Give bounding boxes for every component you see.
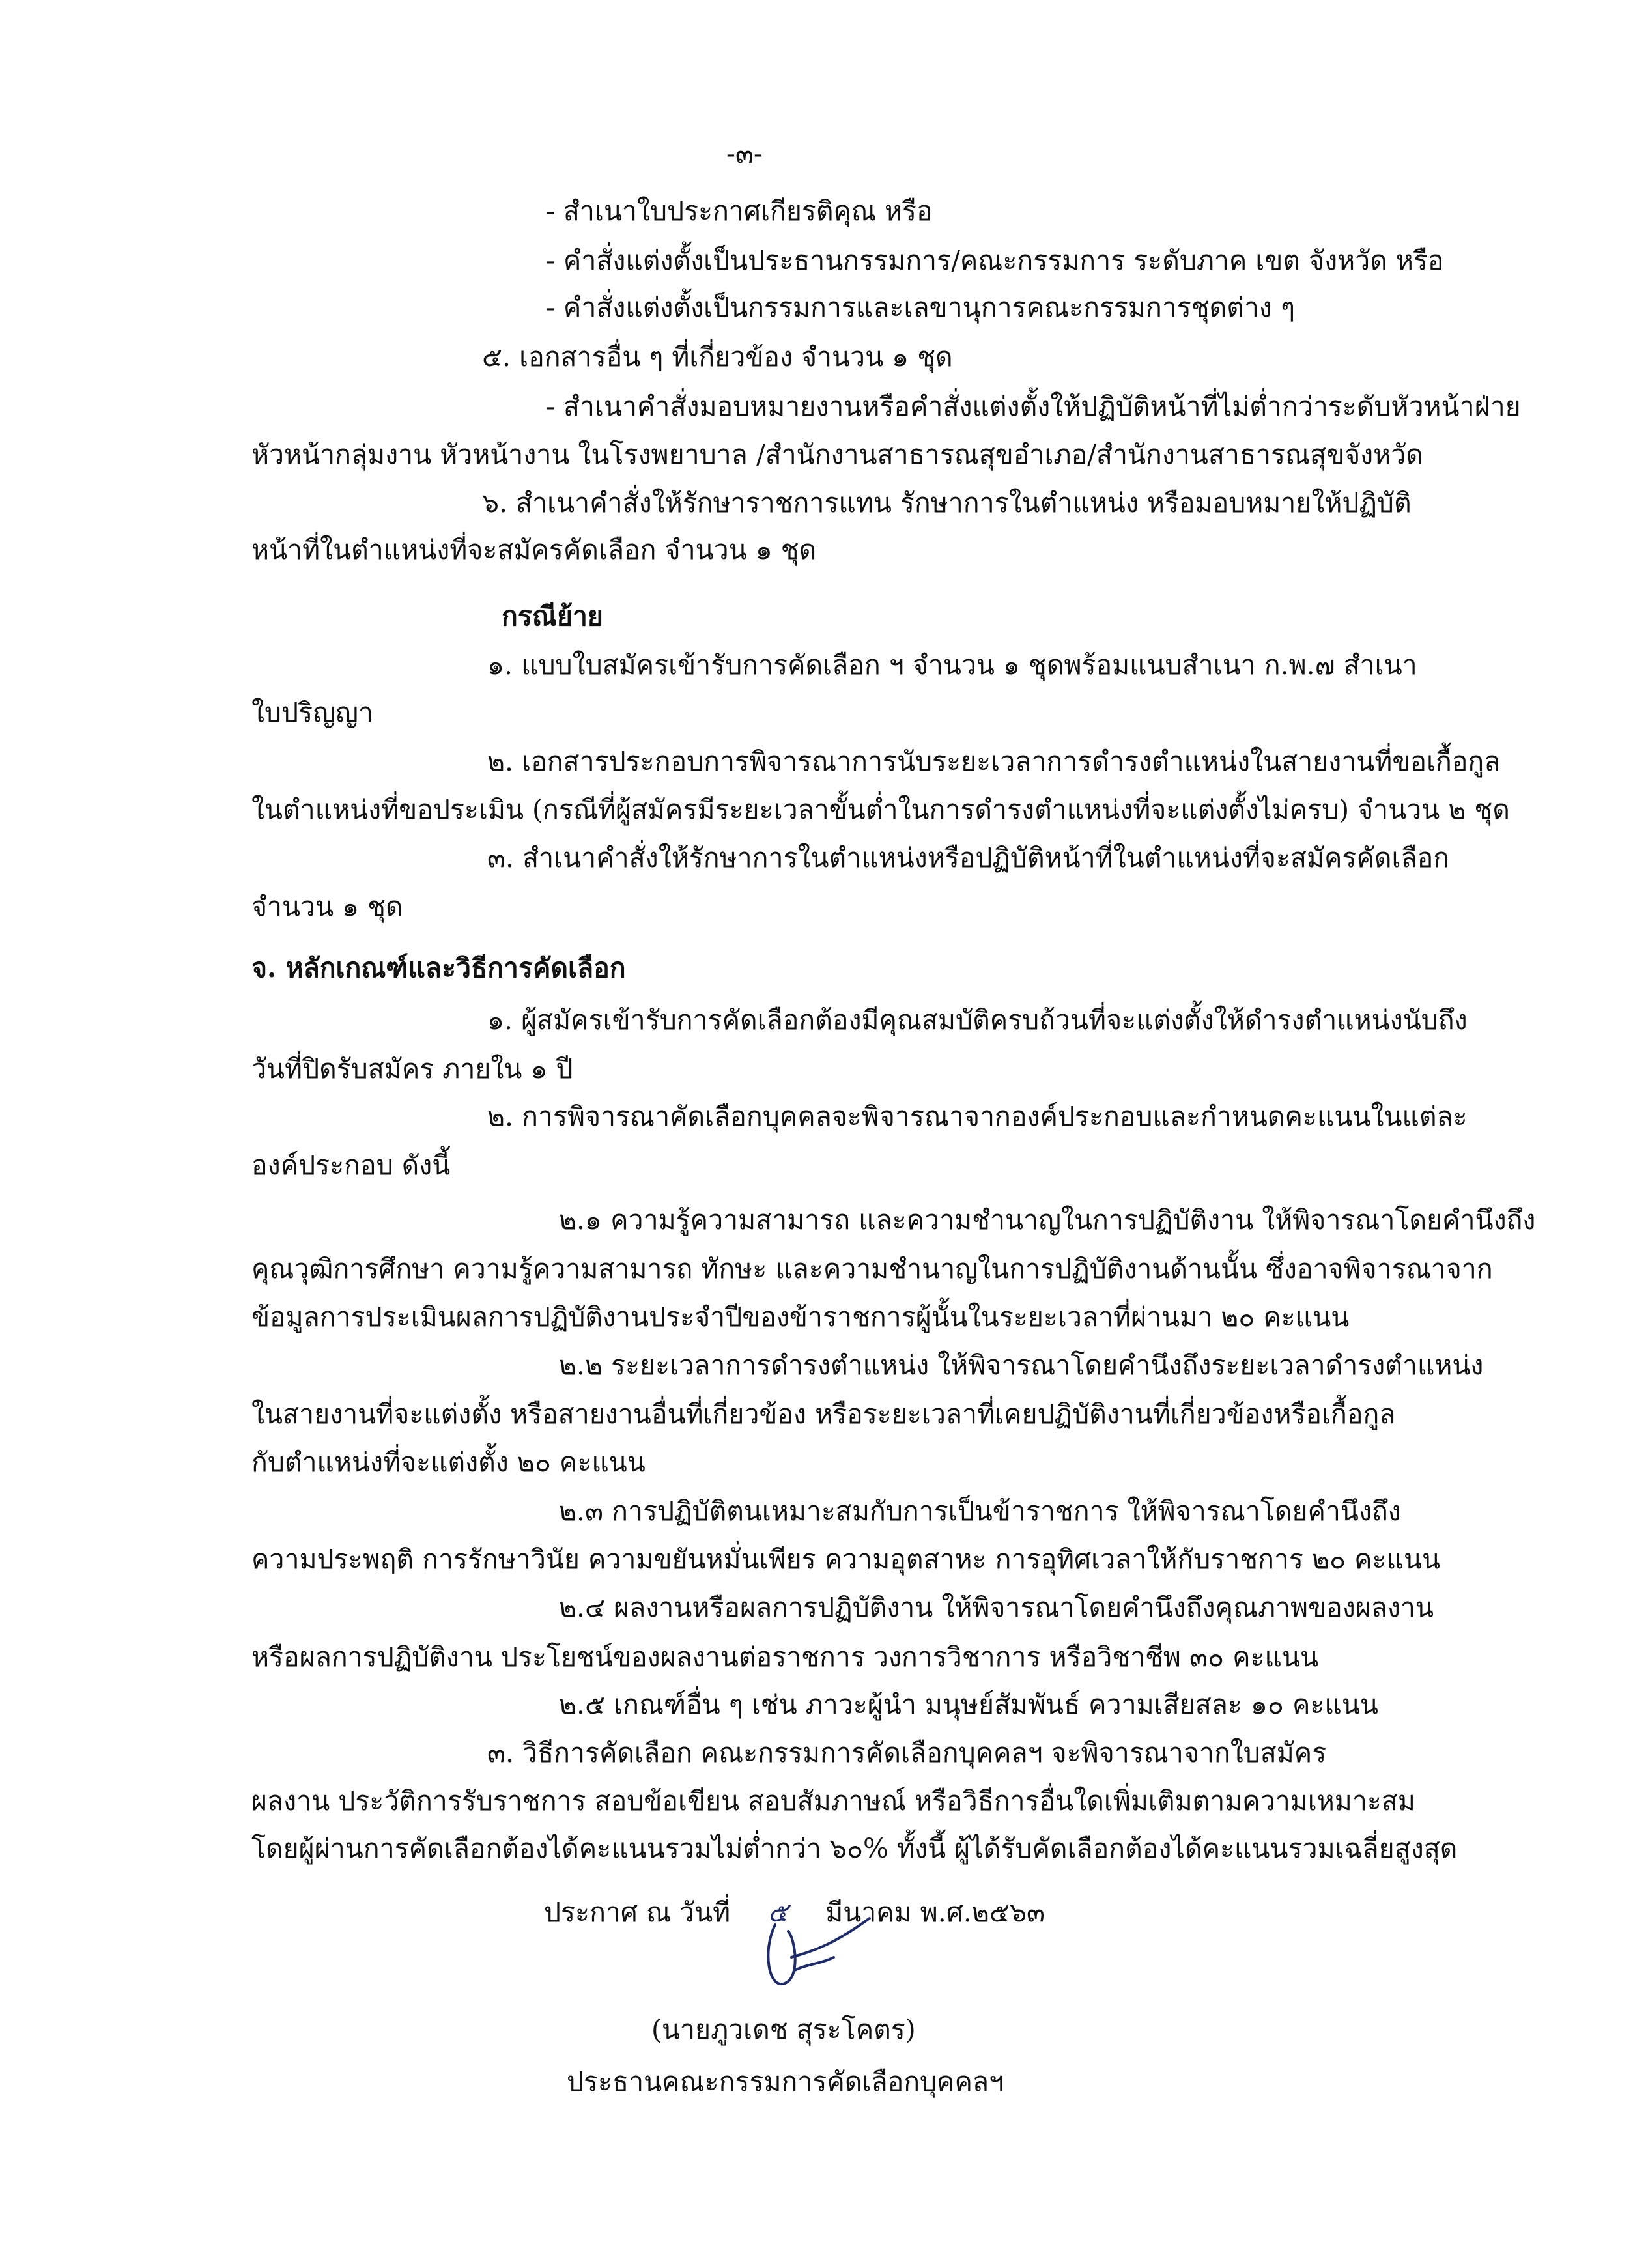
criteria-item-2-3: ๒.๓ การปฏิบัติตนเหมาะสมกับการเป็นข้าราชการ ให้พิจารณาโดยคำนึงถึง <box>559 1495 1401 1527</box>
item-6-acting-order: ๖. สำเนาคำสั่งให้รักษาราชการแทน รักษาการในตำแหน่ง หรือมอบหมายให้ปฏิบัติ <box>482 487 1412 518</box>
paragraph-continuation: ข้อมูลการประเมินผลการปฏิบัติงานประจำปีของข้าราชการผู้นั้นในระยะเวลาที่ผ่านมา ๒๐ คะแนน <box>251 1301 1350 1333</box>
criteria-item-2-1: ๒.๑ ความรู้ความสามารถ และความชำนาญในการปฏิบัติงาน ให้พิจารณาโดยคำนึงถึง <box>559 1204 1536 1236</box>
paragraph-continuation: โดยผู้ผ่านการคัดเลือกต้องได้คะแนนรวมไม่ต่ำกว่า ๖๐% ทั้งนี้ ผู้ได้รับคัดเลือกต้องได้คะแนนรวมเฉลี่ยสูงสุด <box>251 1833 1458 1864</box>
criteria-item-2-5: ๒.๕ เกณฑ์อื่น ๆ เช่น ภาวะผู้นำ มนุษย์สัมพันธ์ ความเสียสละ ๑๐ คะแนน <box>559 1689 1378 1720</box>
page-number: -๓- <box>726 138 763 169</box>
criteria-item-1: ๑. ผู้สมัครเข้ารับการคัดเลือกต้องมีคุณสมบัติครบถ้วนที่จะแต่งตั้งให้ดำรงตำแหน่งนับถึง <box>487 1004 1468 1036</box>
handwritten-signature <box>756 1912 886 2009</box>
paragraph-continuation: ในสายงานที่จะแต่งตั้ง หรือสายงานอื่นที่เกี่ยวข้อง หรือระยะเวลาที่เคยปฏิบัติงานที่เกี่ยวข้องหรือเกื้อกูล <box>251 1398 1396 1430</box>
paragraph-continuation: หัวหน้ากลุ่มงาน หัวหน้างาน ในโรงพยาบาล /สำนักงานสาธารณสุขอำเภอ/สำนักงานสาธารณสุขจังหวัด <box>251 439 1423 470</box>
transfer-item-2: ๒. เอกสารประกอบการพิจารณาการนับระยะเวลาการดำรงตำแหน่งในสายงานที่ขอเกื้อกูล <box>487 746 1501 777</box>
criteria-item-3: ๓. วิธีการคัดเลือก คณะกรรมการคัดเลือกบุคคลฯ จะพิจารณาจากใบสมัคร <box>487 1737 1327 1768</box>
bullet-line-certificate: - สำเนาใบประกาศเกียรติคุณ หรือ <box>546 195 933 227</box>
transfer-item-3: ๓. สำเนาคำสั่งให้รักษาการในตำแหน่งหรือปฏิบัติหน้าที่ในตำแหน่งที่จะสมัครคัดเลือก <box>487 842 1450 873</box>
paragraph-continuation: หน้าที่ในตำแหน่งที่จะสมัครคัดเลือก จำนวน ๑ ชุด <box>251 534 817 565</box>
paragraph-continuation: จำนวน ๑ ชุด <box>251 891 403 922</box>
paragraph-continuation: หรือผลการปฏิบัติงาน ประโยชน์ของผลงานต่อราชการ วงการวิชาการ หรือวิชาชีพ ๓๐ คะแนน <box>251 1641 1318 1673</box>
bullet-line-chair-order: - คำสั่งแต่งตั้งเป็นประธานกรรมการ/คณะกรรมการ ระดับภาค เขต จังหวัด หรือ <box>546 245 1444 276</box>
section-heading-transfer: กรณีย้าย <box>502 601 603 632</box>
paragraph-continuation: คุณวุฒิการศึกษา ความรู้ความสามารถ ทักษะ และความชำนาญในการปฏิบัติงานด้านนั้น ซึ่งอาจพิจารณาจาก <box>251 1253 1493 1284</box>
paragraph-continuation: ในตำแหน่งที่ขอประเมิน (กรณีที่ผู้สมัครมีระยะเวลาขั้นต่ำในการดำรงตำแหน่งที่จะแต่งตั้งไม่ครบ) จำนวน ๒ ชุด <box>251 794 1510 825</box>
signer-title: ประธานคณะกรรมการคัดเลือกบุคคลฯ <box>567 2066 1004 2097</box>
signer-name: (นายภูวเดช สุระโคตร) <box>651 2014 916 2045</box>
paragraph-continuation: องค์ประกอบ ดังนี้ <box>251 1150 451 1181</box>
section-heading-criteria: จ. หลักเกณฑ์และวิธีการคัดเลือก <box>251 952 626 984</box>
criteria-item-2: ๒. การพิจารณาคัดเลือกบุคคลจะพิจารณาจากองค์ประกอบและกำหนดคะแนนในแต่ละ <box>487 1101 1468 1132</box>
transfer-item-1: ๑. แบบใบสมัครเข้ารับการคัดเลือก ฯ จำนวน ๑ ชุดพร้อมแนบสำเนา ก.พ.๗ สำเนา <box>487 649 1417 681</box>
announcement-prefix: ประกาศ ณ วันที่ <box>544 1897 731 1928</box>
criteria-item-2-2: ๒.๒ ระยะเวลาการดำรงตำแหน่ง ให้พิจารณาโดยคำนึงถึงระยะเวลาดำรงตำแหน่ง <box>559 1350 1484 1381</box>
bullet-line-assignment-order: - สำเนาคำสั่งมอบหมายงานหรือคำสั่งแต่งตั้งให้ปฏิบัติหน้าที่ไม่ต่ำกว่าระดับหัวหน้าฝ่าย <box>546 391 1521 422</box>
paragraph-continuation: กับตำแหน่งที่จะแต่งตั้ง ๒๐ คะแนน <box>251 1447 646 1478</box>
announcement-day: ๕ <box>767 1897 788 1928</box>
criteria-item-2-4: ๒.๔ ผลงานหรือผลการปฏิบัติงาน ให้พิจารณาโดยคำนึงถึงคุณภาพของผลงาน <box>559 1592 1434 1623</box>
paragraph-continuation: ใบปริญญา <box>251 697 373 728</box>
item-5-other-documents: ๕. เอกสารอื่น ๆ ที่เกี่ยวข้อง จำนวน ๑ ชุด <box>482 341 953 373</box>
paragraph-continuation: ความประพฤติ การรักษาวินัย ความขยันหมั่นเพียร ความอุตสาหะ การอุทิศเวลาให้กับราชการ ๒๐ คะแนน <box>251 1544 1441 1575</box>
paragraph-continuation: วันที่ปิดรับสมัคร ภายใน ๑ ปี <box>251 1053 573 1084</box>
paragraph-continuation: ผลงาน ประวัติการรับราชการ สอบข้อเขียน สอบสัมภาษณ์ หรือวิธีการอื่นใดเพิ่มเติมตามความเหมาะสม <box>251 1785 1415 1817</box>
announcement-month-year: มีนาคม พ.ศ.๒๕๖๓ <box>825 1897 1045 1928</box>
bullet-line-committee-order: - คำสั่งแต่งตั้งเป็นกรรมการและเลขานุการคณะกรรมการชุดต่าง ๆ <box>546 292 1296 323</box>
